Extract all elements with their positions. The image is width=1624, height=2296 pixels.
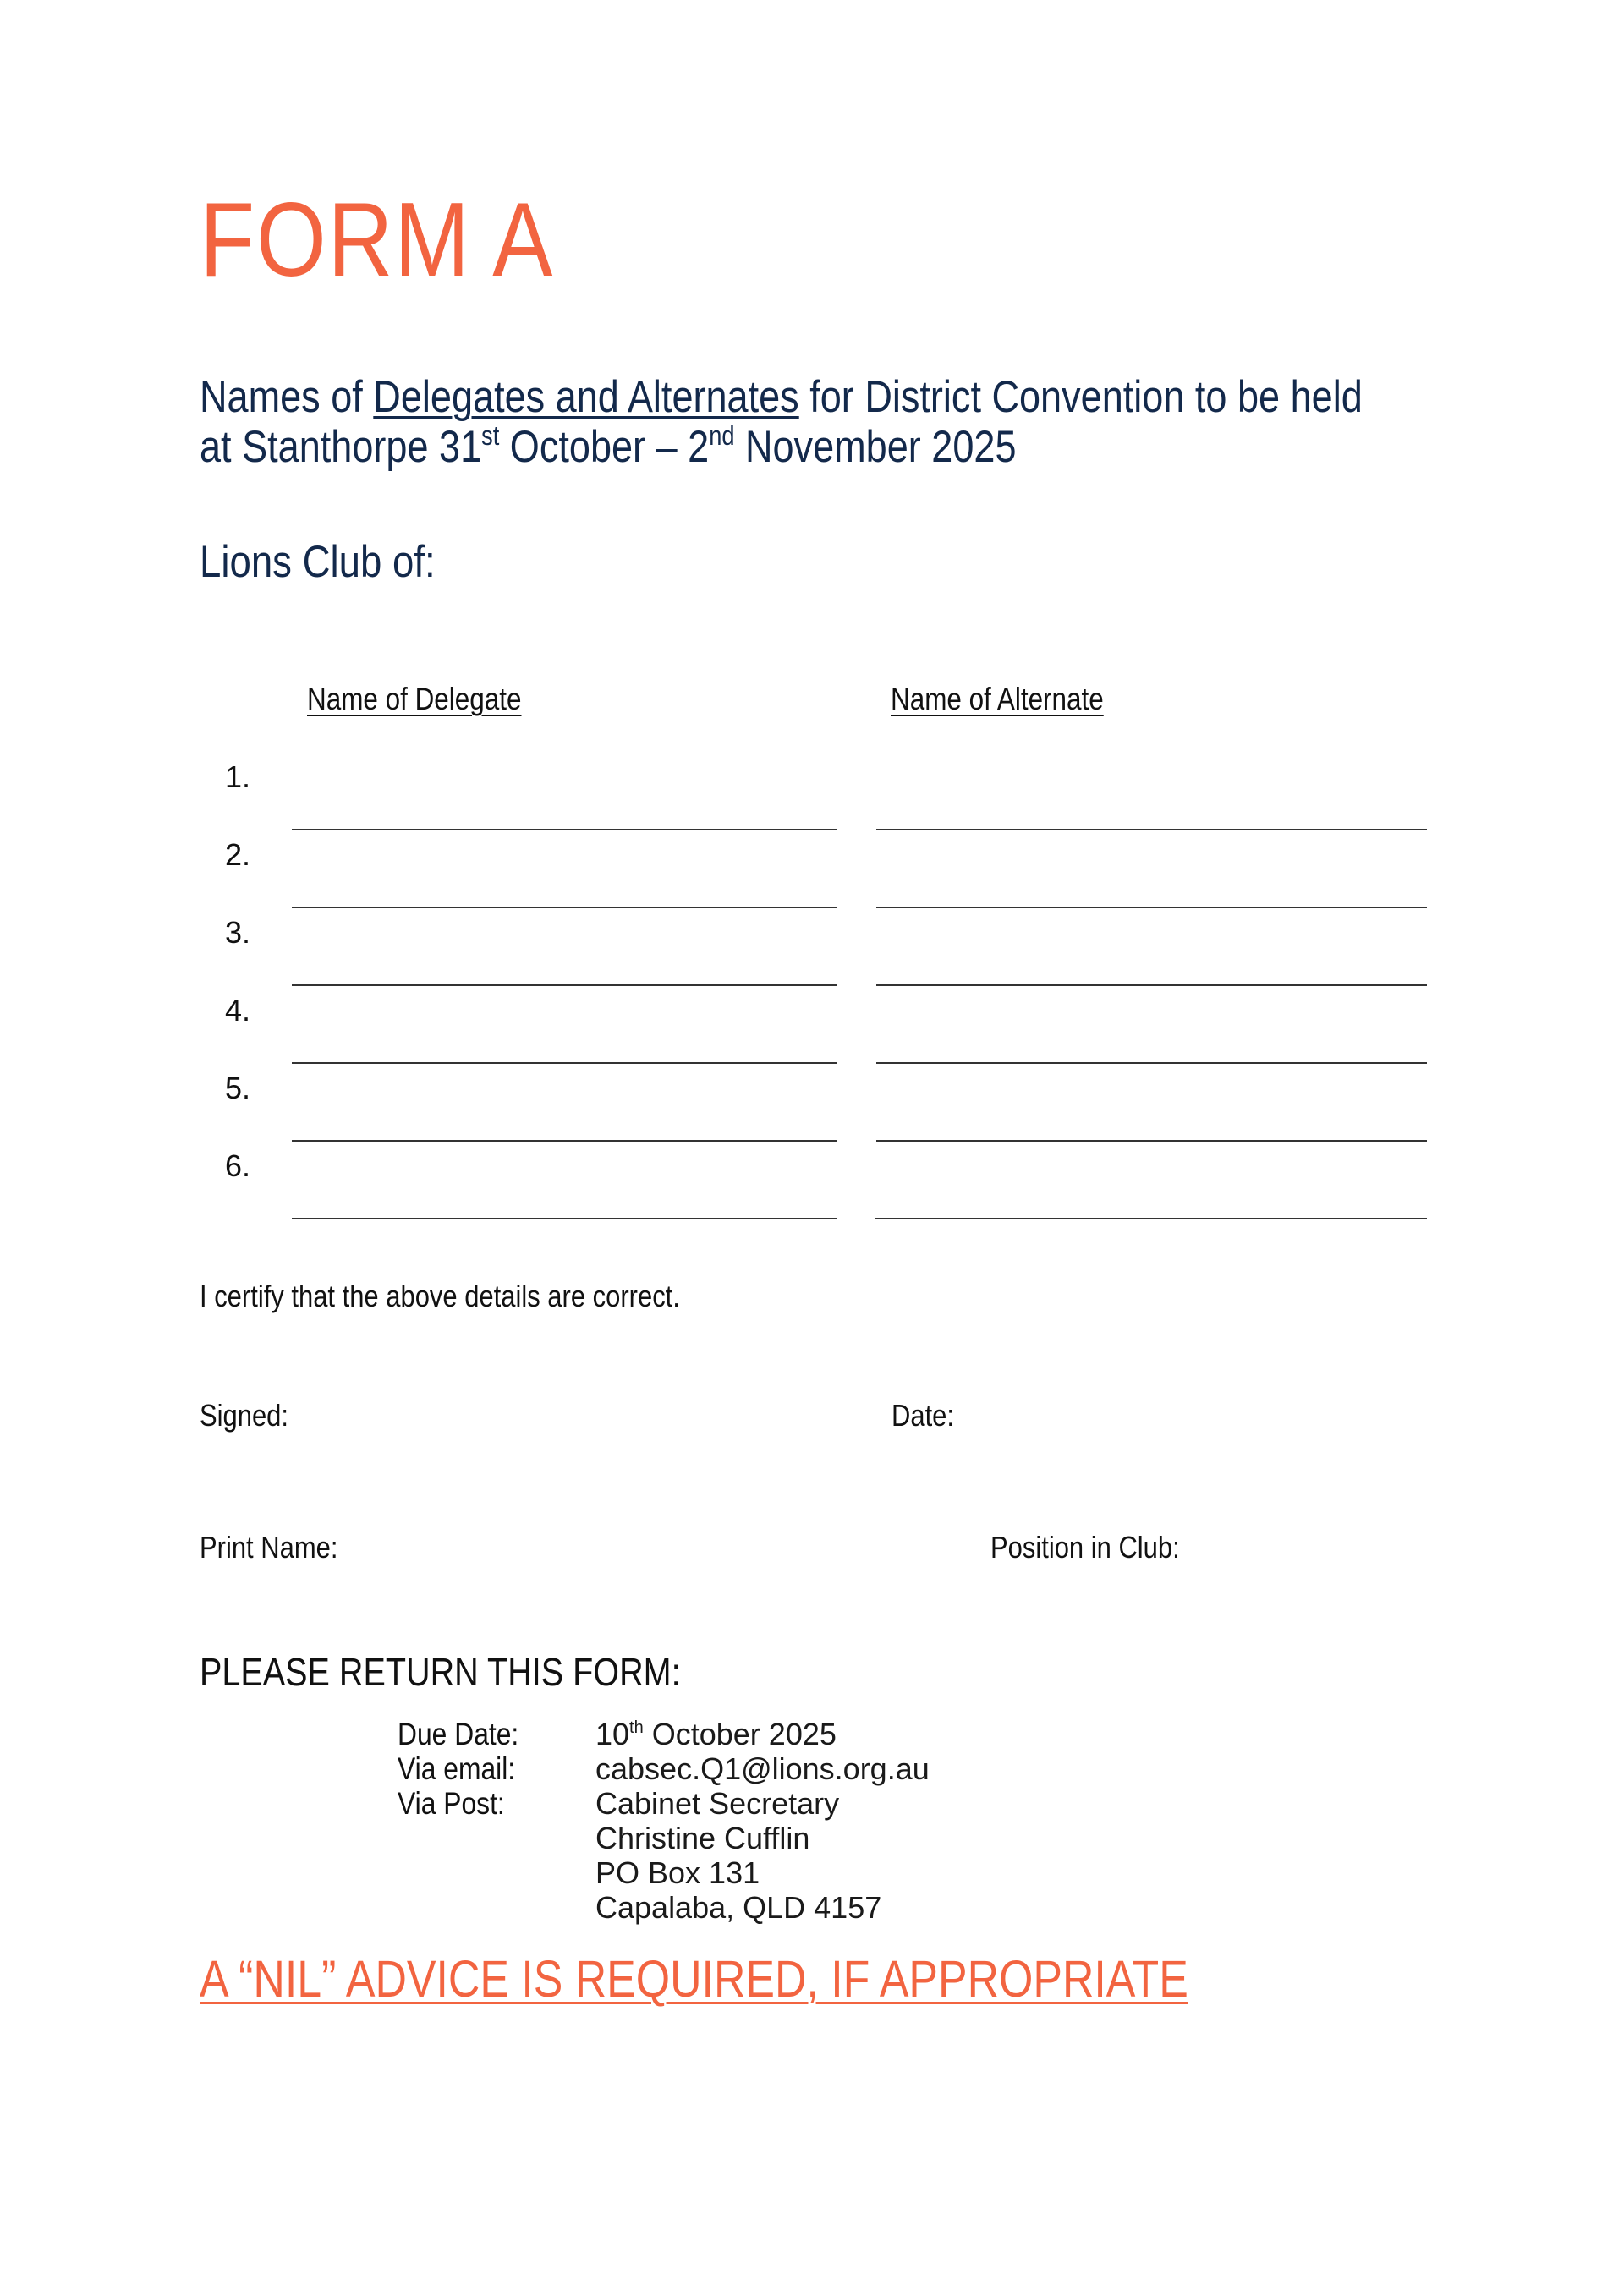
delegate-name-line[interactable] [292,829,837,830]
email-label: Via email: [398,1751,516,1786]
postal-address [595,1786,881,1925]
row-number: 3. [225,915,251,950]
address-line: PO Box 131 [595,1855,760,1890]
ordinal-suffix: th [629,1718,644,1737]
address-line: Christine Cufflin [595,1821,810,1855]
row-number: 2. [225,837,251,872]
delegate-column-header: Name of Delegate [307,682,522,716]
return-form-heading: PLEASE RETURN THIS FORM: [200,1650,681,1694]
row-number: 1. [225,759,251,794]
subtitle-line-2 [200,422,1624,472]
signed-label: Signed: [200,1398,289,1433]
subtitle-text: November 2025 [734,422,1017,472]
row-number: 4. [225,993,251,1027]
ordinal-suffix: nd [709,420,735,451]
address-line: Capalaba, QLD 4157 [595,1890,882,1925]
due-date-label: Due Date: [398,1717,519,1751]
address-line: Cabinet Secretary [595,1786,840,1821]
delegate-name-line[interactable] [292,907,837,908]
alternate-column-header: Name of Alternate [891,682,1104,716]
delegate-name-line[interactable] [292,1140,837,1142]
date-label: Date: [892,1398,955,1433]
form-title: FORM A [200,182,555,299]
email-value[interactable]: cabsec.Q1@lions.org.au [595,1751,930,1786]
club-name-label: Lions Club of: [200,537,436,587]
due-month-year: October 2025 [643,1717,837,1751]
alternate-name-line[interactable] [876,829,1427,830]
subtitle-text: at Stanthorpe 31 [200,422,482,472]
alternate-name-line[interactable] [876,1140,1427,1142]
subtitle-text: for District Convention to be held [798,372,1363,422]
delegate-name-line[interactable] [292,1062,837,1064]
alternate-name-line[interactable] [876,1062,1427,1064]
print-name-label: Print Name: [200,1530,338,1564]
form-subtitle [200,372,1624,472]
row-number: 5. [225,1071,251,1105]
delegate-name-line[interactable] [292,984,837,986]
certification-statement: I certify that the above details are correct. [200,1279,680,1313]
subtitle-line-1 [200,372,1624,422]
alternate-name-line[interactable] [876,984,1427,986]
due-date-value [595,1717,837,1751]
delegate-name-line[interactable] [292,1218,837,1219]
subtitle-text: Names of [200,372,374,422]
alternate-name-line[interactable] [876,907,1427,908]
subtitle-underlined: Delegates and Alternates [373,372,799,422]
alternate-name-line[interactable] [875,1218,1427,1219]
post-label: Via Post: [398,1786,505,1821]
nil-advice-notice: A “NIL” ADVICE IS REQUIRED, IF APPROPRIATE [200,1950,1188,2008]
ordinal-suffix: st [481,420,500,451]
subtitle-text: October – 2 [499,422,710,472]
position-in-club-label: Position in Club: [990,1530,1180,1564]
row-number: 6. [225,1148,251,1183]
due-day: 10 [595,1717,630,1751]
